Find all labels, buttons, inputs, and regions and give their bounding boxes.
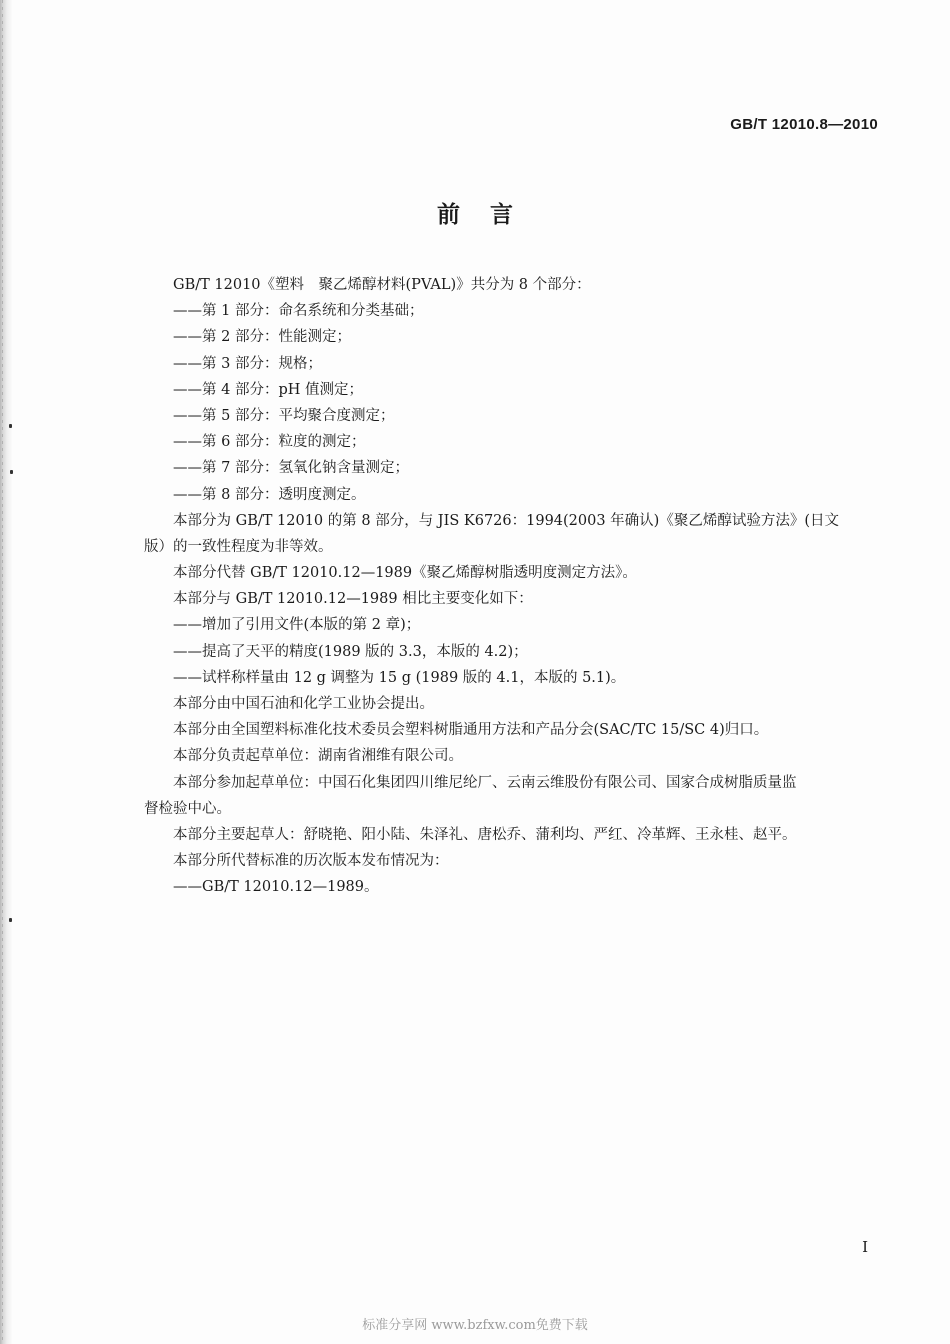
list-item-part-1: ——第 1 部分：命名系统和分类基础； <box>173 303 424 320</box>
paragraph-proposed-by: 本部分由中国石油和化学工业协会提出。 <box>173 696 434 712</box>
list-item-part-2: ——第 2 部分：性能测定； <box>173 329 351 346</box>
standard-number: GB/T 12010.8—2010 <box>730 116 878 133</box>
paragraph-relation-continued: 版）的一致性程度为非等效。 <box>144 538 333 555</box>
scan-speck <box>10 470 13 474</box>
footer-watermark: 标准分享网 www.bzfxw.com免费下载 <box>362 1318 588 1333</box>
paragraph-changes: 本部分与 GB/T 12010.12—1989 相比主要变化如下： <box>173 591 533 608</box>
list-item-previous-edition: ——GB/T 12010.12—1989。 <box>173 879 379 896</box>
list-item-part-5: ——第 5 部分：平均聚合度测定； <box>173 407 395 424</box>
list-item-part-8: ——第 8 部分：透明度测定。 <box>173 486 366 503</box>
paragraph-previous-editions: 本部分所代替标准的历次版本发布情况为： <box>173 853 449 870</box>
foreword-body <box>144 272 863 901</box>
scan-speck <box>9 424 12 428</box>
paragraph-replaces: 本部分代替 GB/T 12010.12—1989《聚乙烯醇树脂透明度测定方法》。 <box>173 565 637 582</box>
list-item-part-7: ——第 7 部分：氢氧化钠含量测定； <box>173 460 409 477</box>
paragraph-intro: GB/T 12010《塑料 聚乙烯醇材料(PVAL)》共分为 8 个部分： <box>173 277 591 293</box>
list-item-change-1: ——增加了引用文件(本版的第 2 章)； <box>173 617 421 634</box>
scan-speck <box>9 918 12 922</box>
list-item-change-2: ——提高了天平的精度(1989 版的 3.3，本版的 4.2)； <box>173 643 528 660</box>
page-title: 前言 <box>437 202 543 228</box>
page-number: I <box>862 1238 868 1256</box>
list-item-part-4: ——第 4 部分：pH 值测定； <box>173 381 363 398</box>
paragraph-drafters: 本部分主要起草人：舒晓艳、阳小陆、朱泽礼、唐松乔、蒲利均、严红、冷革辉、王永桂、赵平。 <box>173 826 797 843</box>
paragraph-relation: 本部分为 GB/T 12010 的第 8 部分，与 JIS K6726：1994(2003 年确认)《聚乙烯醇试验方法》(日文 <box>173 512 839 529</box>
paragraph-drafting-unit: 本部分负责起草单位：湖南省湘维有限公司。 <box>173 748 463 765</box>
list-item-change-3: ——试样称样量由 12 g 调整为 15 g (1989 版的 4.1，本版的 5.1)。 <box>173 669 626 686</box>
paragraph-participating-units-continued: 督检验中心。 <box>144 800 231 817</box>
list-item-part-3: ——第 3 部分：规格； <box>173 355 322 372</box>
list-item-part-6: ——第 6 部分：粒度的测定； <box>173 434 366 451</box>
paragraph-under-jurisdiction: 本部分由全国塑料标准化技术委员会塑料树脂通用方法和产品分会(SAC/TC 15/SC 4)归口。 <box>173 722 769 739</box>
paragraph-participating-units: 本部分参加起草单位：中国石化集团四川维尼纶厂、云南云维股份有限公司、国家合成树脂质量监 <box>173 774 797 791</box>
